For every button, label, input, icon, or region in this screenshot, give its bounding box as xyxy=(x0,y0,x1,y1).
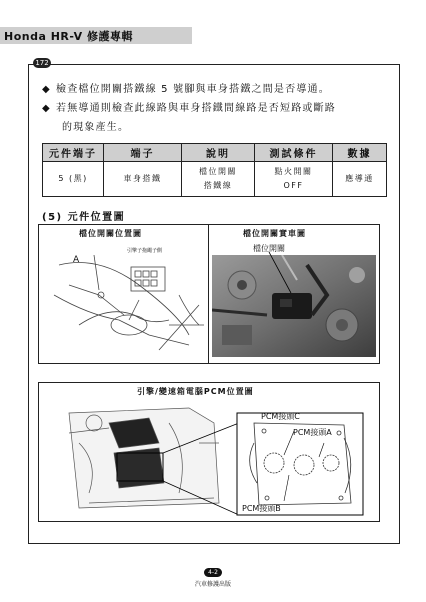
diamond-icon: ◆ xyxy=(42,84,51,95)
cell-description: 檔位開關 搭鐵線 xyxy=(182,162,255,197)
col-header: 測試條件 xyxy=(255,144,333,162)
cell-terminal: 5 (黑) xyxy=(43,162,104,197)
spec-table xyxy=(42,143,387,197)
bullet-1: ◆ 檢查檔位開關搭鐵線 5 號腳與車身搭鐵之間是否導通。 xyxy=(42,84,330,95)
diamond-icon: ◆ xyxy=(42,103,51,114)
figure-caption: 檔位開關位置圖 xyxy=(79,229,142,238)
figure-pcm-position xyxy=(38,382,380,522)
page-badge: 172 xyxy=(33,58,51,68)
pcm-connector-a-label: PCM接頭A xyxy=(293,428,332,437)
footer-logo xyxy=(188,568,238,594)
footer-badge: 4-2 xyxy=(204,568,222,577)
header-bar xyxy=(0,27,192,44)
cell-condition: 點火開關 OFF xyxy=(255,162,333,197)
figure-caption: 引擎/變速箱電腦PCM位置圖 xyxy=(137,387,254,396)
footer-text: 汽車修護出版 xyxy=(194,581,231,588)
switch-photo-label: 檔位開關 xyxy=(253,244,285,253)
figure-switch-photo xyxy=(208,224,380,364)
header-title: Honda HR-V 修護專輯 xyxy=(4,30,134,43)
col-header: 元件端子 xyxy=(43,144,104,162)
switch-line-drawing xyxy=(39,225,209,363)
col-header: 說明 xyxy=(182,144,255,162)
cell-value: 應導通 xyxy=(333,162,387,197)
figure-switch-position xyxy=(38,224,210,364)
connector-label: 引擎子拖繩子側 xyxy=(127,248,163,254)
pcm-connector-b-label: PCM接頭B xyxy=(242,504,281,513)
bullet-2: ◆ 若無導通則檢查此線路與車身搭鐵間線路是否短路或斷路 xyxy=(42,103,336,114)
section-title: (5) 元件位置圖 xyxy=(42,212,126,223)
table-row xyxy=(43,162,387,197)
pcm-connector-c-label: PCM接頭C xyxy=(261,412,300,421)
figure-caption: 檔位開關實車圖 xyxy=(243,229,306,238)
col-header: 端子 xyxy=(104,144,182,162)
bullet-2-continued: 的現象產生。 xyxy=(62,122,130,133)
col-header: 數據 xyxy=(333,144,387,162)
table-header-row xyxy=(43,144,387,162)
cell-ground: 車身搭鐵 xyxy=(104,162,182,197)
pointer-line xyxy=(209,225,379,363)
pcm-drawing xyxy=(39,383,379,521)
label-a: A xyxy=(73,255,80,265)
